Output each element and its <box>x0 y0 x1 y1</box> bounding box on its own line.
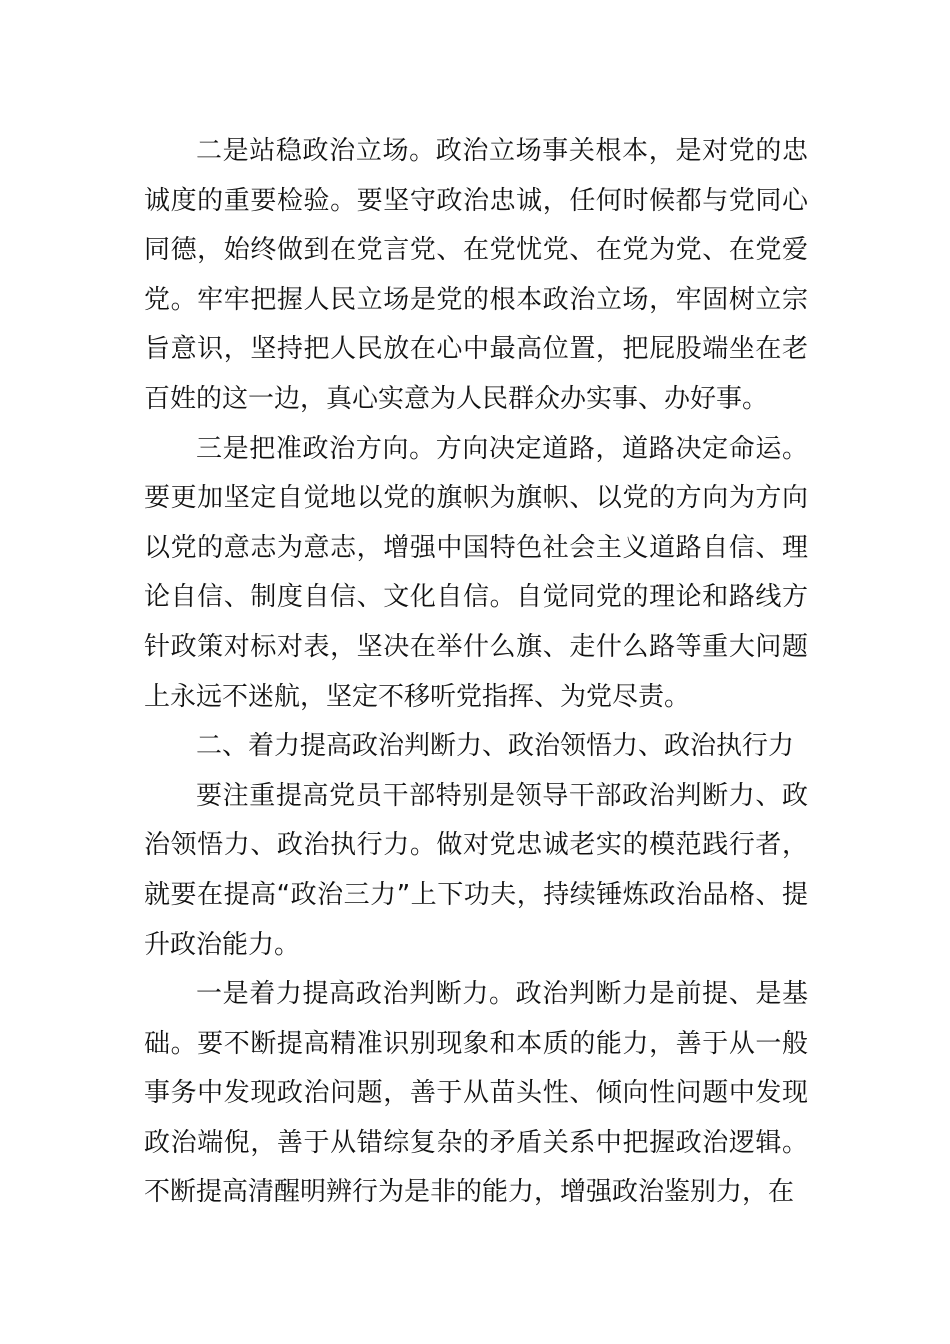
section-heading-political-abilities: 二、着力提高政治判断力、政治领悟力、政治执行力 <box>196 731 795 762</box>
paragraph-stand-firm-political-position: 二是站稳政治立场。政治立场事关根本，是对党的忠诚度的重要检验。要坚守政治忠诚，任何时候都与党同心同德，始终做到在党言党、在党忧党、在党为党、在党爱党。牢牢把握人民立场是党的根本政治立场，牢固树立宗旨意识，坚持把人民放在心中最高位置，把屁股端坐在老百姓的这一边，真心实意为人民群众办实事、办好事。 <box>144 136 808 414</box>
document-body <box>144 127 808 1218</box>
paragraph-political-abilities-intro: 要注重提高党员干部特别是领导干部政治判断力、政治领悟力、政治执行力。做对党忠诚老实的模范践行者，就要在提高“政治三力”上下功夫，持续锤炼政治品格、提升政治能力。 <box>144 780 808 960</box>
paragraph-political-judgment: 一是着力提高政治判断力。政治判断力是前提、是基础。要不断提高精准识别现象和本质的能力，善于从一般事务中发现政治问题，善于从苗头性、倾向性问题中发现政治端倪，善于从错综复杂的矛盾关系中把握政治逻辑。不断提高清醒明辨行为是非的能力，增强政治鉴别力，在 <box>144 979 808 1208</box>
paragraph-political-direction: 三是把准政治方向。方向决定道路，道路决定命运。要更加坚定自觉地以党的旗帜为旗帜、以党的方向为方向以党的意志为意志，增强中国特色社会主义道路自信、理论自信、制度自信、文化自信。自觉同党的理论和路线方针政策对标对表，坚决在举什么旗、走什么路等重大问题上永远不迷航，坚定不移听党指挥、为党尽责。 <box>144 433 808 712</box>
